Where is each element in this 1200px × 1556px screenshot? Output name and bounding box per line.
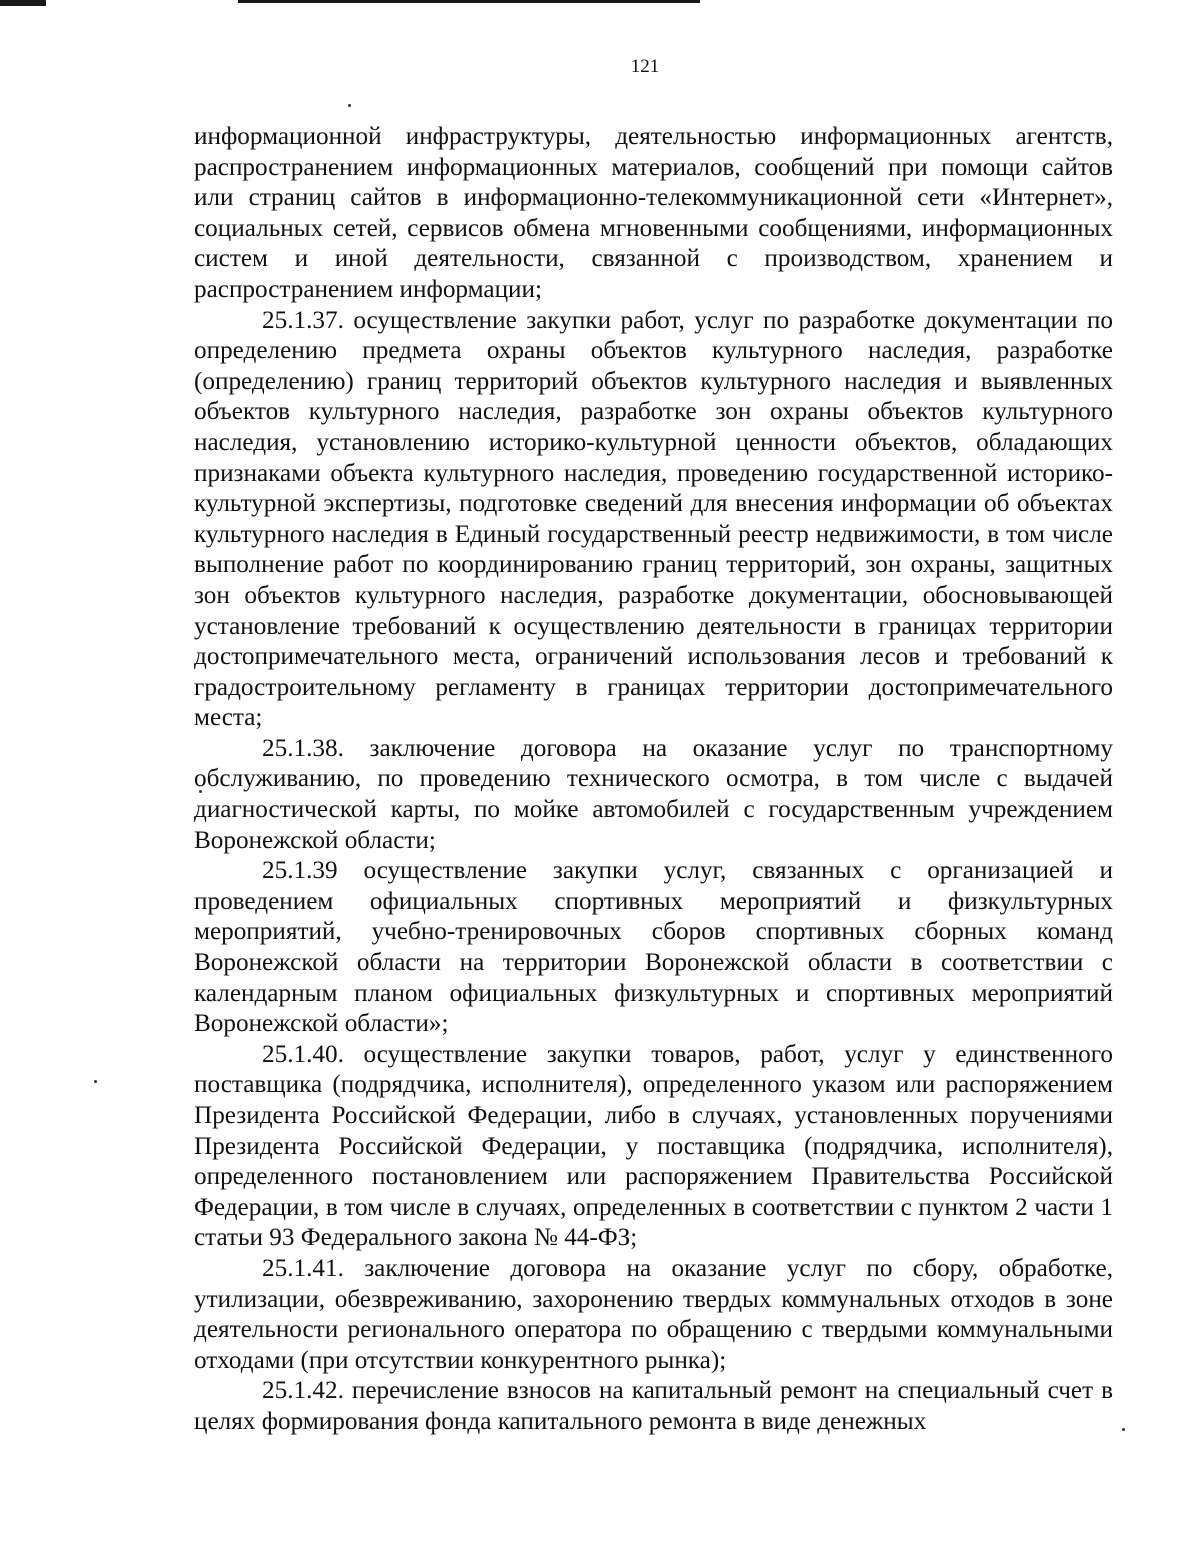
paragraph-25-1-42: 25.1.42. перечисление взносов на капитальный ремонт на специальный счет в целях формирования фонда капитального ремонта в виде денежных [194,1377,1113,1435]
page-number: 121 [630,56,660,77]
scan-edge-mark [0,0,46,6]
scan-speck [94,1080,97,1083]
document-body [194,122,1113,1438]
scan-speck [348,104,351,107]
scan-edge-mark [238,0,700,3]
paragraph-25-1-40: 25.1.40. осуществление закупки товаров, работ, услуг у единственного поставщика (подрядчика, исполнителя), определенного указом или распоряжением Президента Российской Федерации, либо в случаях, установленных поручениями Президента Российской Федерации, у поставщика (подрядчика, исполнителя), определенного постановлением или распоряжением Правительства Российской Федерации, в том числе в случаях, определенных в соответствии с пунктом 2 части 1 статьи 93 Федерального закона № 44-ФЗ; [194,1040,1113,1252]
scan-speck [1122,1428,1125,1431]
paragraph-25-1-39: 25.1.39 осуществление закупки услуг, связанных с организацией и проведением официальных спортивных мероприятий и физкультурных мероприятий, учебно-тренировочных сборов спортивных сборных команд Воронежской области на территории Воронежской области в соответствии с календарным планом официальных физкультурных и спортивных мероприятий Воронежской области»; [194,857,1113,1038]
paragraph-25-1-37: 25.1.37. осуществление закупки работ, услуг по разработке документации по определению предмета охраны объектов культурного наследия, разработке (определению) границ территорий объектов культурного наследия и выявленных объектов культурного наследия, разработке зон охраны объектов культурного наследия, установлению историко-культурной ценности объектов, обладающих признаками объекта культурного наследия, проведению государственной историко-культурной экспертизы, подготовке сведений для внесения информации об объектах культурного наследия в Единый государственный реестр недвижимости, в том числе выполнение работ по координированию границ территорий, зон охраны, защитных зон объектов культурного наследия, разработке документации, обосновывающей установление требований к осуществлению деятельности в границах территории достопримечательного места, ограничений использования лесов и требований к градостроительному регламенту в границах территории достопримечательного места; [194,306,1113,732]
paragraph-25-1-38: 25.1.38. заключение договора на оказание услуг по транспортному обслуживанию, по проведению технического осмотра, в том числе с выдачей диагностической карты, по мойке автомобилей с государственным учреждением Воронежской области; [194,734,1113,854]
paragraph-continuation: информационной инфраструктуры, деятельностью информационных агентств, распространением информационных материалов, сообщений при помощи сайтов или страниц сайтов в информационно-телекоммуникационной сети «Интернет», социальных сетей, сервисов обмена мгновенными сообщениями, информационных систем и иной деятельности, связанной с производством, хранением и распространением информации; [194,123,1113,303]
paragraph-25-1-41: 25.1.41. заключение договора на оказание услуг по сбору, обработке, утилизации, обезвреживанию, захоронению твердых коммунальных отходов в зоне деятельности регионального оператора по обращению с твердыми коммунальными отходами (при отсутствии конкурентного рынка); [194,1254,1113,1374]
